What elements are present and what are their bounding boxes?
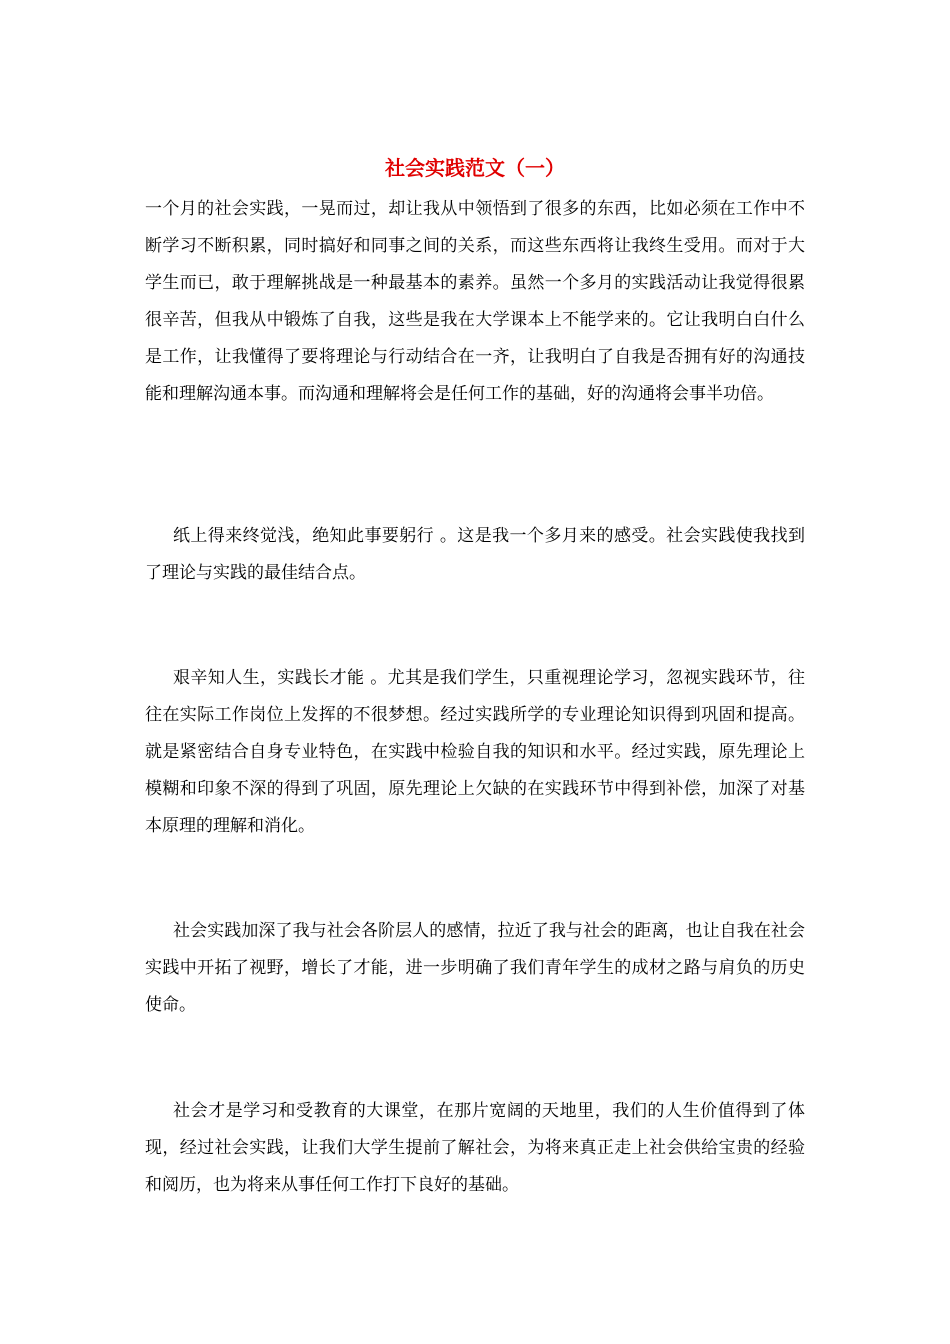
paragraph-2: 纸上得来终觉浅，绝知此事要躬行 。这是我一个多月来的感受。社会实践使我找到了理论与实践的最佳结合点。 bbox=[145, 526, 805, 583]
paragraph-3: 艰辛知人生，实践长才能 。尤其是我们学生，只重视理论学习，忽视实践环节，往往在实际工作岗位上发挥的不很梦想。经过实践所学的专业理论知识得到巩固和提高。就是紧密结合自身专业特色，在实践中检验自我的知识和水平。经过实践，原先理论上模糊和印象不深的得到了巩固，原先理论上欠缺的在实践环节中得到补偿，加深了对基本原理的理解和消化。 bbox=[145, 668, 805, 836]
paragraph-4: 社会实践加深了我与社会各阶层人的感情，拉近了我与社会的距离，也让自我在社会实践中开拓了视野，增长了才能，进一步明确了我们青年学生的成材之路与肩负的历史使命。 bbox=[145, 921, 805, 1015]
paragraph-5: 社会才是学习和受教育的大课堂，在那片宽阔的天地里，我们的人生价值得到了体现，经过社会实践，让我们大学生提前了解社会，为将来真正走上社会供给宝贵的经验和阅历，也为将来从事任何工作打下良好的基础。 bbox=[145, 1101, 805, 1195]
document-title: 社会实践范文（一） bbox=[385, 156, 565, 180]
paragraph-1: 一个月的社会实践，一晃而过，却让我从中领悟到了很多的东西，比如必须在工作中不断学习不断积累，同时搞好和同事之间的关系，而这些东西将让我终生受用。而对于大学生而已，敢于理解挑战是一种最基本的素养。虽然一个多月的实践活动让我觉得很累很辛苦，但我从中锻炼了自我，这些是我在大学课本上不能学来的。它让我明白白什么是工作，让我懂得了要将理论与行动结合在一齐，让我明白了自我是否拥有好的沟通技能和理解沟通本事。而沟通和理解将会是任何工作的基础，好的沟通将会事半功倍。 bbox=[145, 199, 805, 404]
